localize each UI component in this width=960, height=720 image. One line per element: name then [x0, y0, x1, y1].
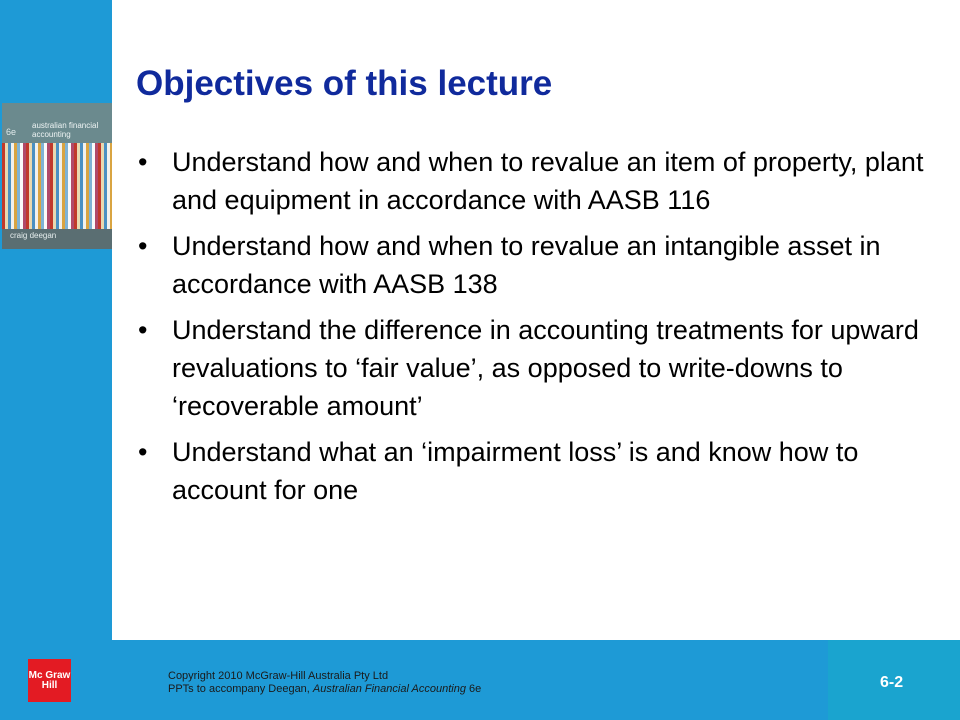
list-item [136, 143, 926, 219]
slide-title: Objectives of this lecture [136, 64, 553, 103]
objectives-list [136, 143, 926, 517]
bullet-icon: • [138, 231, 148, 261]
list-item [136, 433, 926, 509]
bullet-text: Understand what an ‘impairment loss’ is and know how to account for one [172, 437, 859, 505]
bullet-text: Understand how and when to revalue an item of property, plant and equipment in accordance with AASB 116 [172, 147, 924, 215]
ppt-prefix: PPTs to accompany Deegan, [168, 683, 313, 695]
bullet-text: Understand the difference in accounting treatments for upward revaluations to ‘fair value’, as opposed to write-downs to ‘recoverable amount’ [172, 315, 919, 421]
bullet-icon: • [138, 147, 148, 177]
list-item [136, 311, 926, 425]
ppt-book-title: Australian Financial Accounting [312, 683, 466, 695]
list-item [136, 227, 926, 303]
mcgraw-hill-logo: Mc Graw Hill [28, 659, 71, 702]
ppt-suffix: 6e [466, 683, 482, 695]
left-sidebar-bar [0, 0, 112, 640]
cover-author: craig deegan [10, 231, 57, 240]
bullet-text: Understand how and when to revalue an intangible asset in accordance with AASB 138 [172, 231, 881, 299]
ppt-attribution [168, 683, 481, 696]
bullet-icon: • [138, 437, 148, 467]
cover-title: australian financial accounting [32, 121, 99, 139]
cover-stripes-artwork [2, 143, 112, 229]
cover-edition: 6e [6, 127, 17, 137]
bullet-icon: • [138, 315, 148, 345]
page-number: 6-2 [880, 674, 904, 691]
book-cover-image [2, 103, 112, 249]
copyright-notice [168, 670, 481, 696]
copyright-line: Copyright 2010 McGraw-Hill Australia Pty Ltd [168, 670, 389, 682]
